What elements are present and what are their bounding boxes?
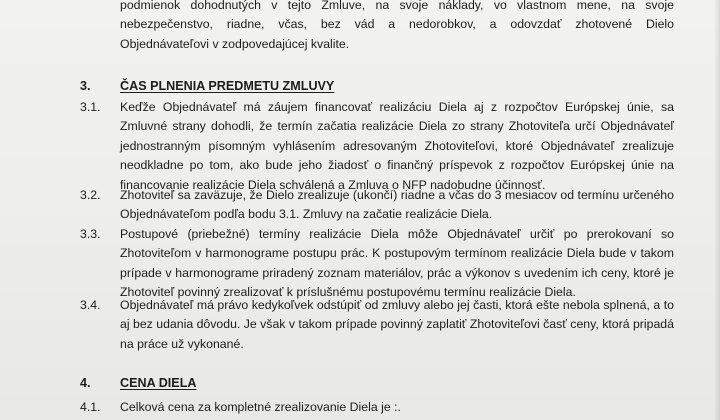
clause-3-4	[80, 296, 674, 354]
section-number: 4.	[80, 376, 91, 390]
clause-3-2	[80, 186, 674, 225]
clause-3-3	[80, 225, 674, 303]
clause-text: Objednávateľ má právo kedykoľvek odstúpiť od zmluvy alebo jej časti, ktorá ešte nebola splnená, a to aj bez udania dôvodu. Je však v takom prípade povinný zaplatiť Zhotoviteľovi časť ceny, ktorá pripadá na práce už vykonané.	[120, 298, 674, 351]
section-title: CENA DIELA	[120, 376, 197, 390]
clause-number: 4.1.	[80, 400, 101, 414]
clause-4-1	[80, 398, 674, 417]
clause-text: Zhotoviteľ sa zaväzuje, že Dielo zrealizuje (ukončí) riadne a včas do 3 mesiacov od termínu určeného Objednávateľom podľa bodu 3.1. Zmluvy na začatie realizácie Diela.	[120, 188, 674, 222]
clause-number: 3.2.	[80, 188, 101, 202]
clause-text: Postupové (priebežné) termíny realizácie Diela môže Objednávateľ určiť po prerokovaní so Zhotoviteľom v harmonograme postupu prác. K postupovým termínom realizácie Diela bude v takom prípade v harmonograme priradený zoznam materiálov, prác a výkonov s uvedením ich ceny, ktoré je Zhotoviteľ povinný zrealizovať k príslušnému postupovému termínu realizácie Diela.	[120, 227, 674, 300]
clause-3-1	[80, 98, 674, 195]
continuation-line: Objednávateľovi v zodpovedajúcej kvalite.	[120, 36, 350, 51]
clause-number: 3.4.	[80, 298, 101, 312]
continuation-paragraph	[120, 0, 674, 54]
section-number: 3.	[80, 79, 91, 93]
continuation-line: podmienok dohodnutých v tejto Zmluve, na svoje náklady, vo vlastnom mene, na svoje	[120, 0, 674, 12]
scan-shadow-edge	[714, 0, 720, 420]
continuation-line: nebezpečenstvo, riadne, včas, bez vád a nedorobkov, a odovzdať zhotovené Dielo	[120, 17, 674, 32]
clause-text: Keďže Objednávateľ má záujem financovať realizáciu Diela aj z rozpočtov Európskej únie, sa Zmluvné strany dohodli, že termín začatia realizácie Diela zo strany Zhotoviteľa určí Objednávateľ jednostranným písomným vyhlásením adresovaným Zhotoviteľovi, ktoré Objednávateľ zrealizuje neodkladne po tom, ako bude jeho žiadosť o finančný príspevok z rozpočtov Európskej únie na financovanie realizácie Diela schválená a Zmluva o NFP nadobudne účinnosť.	[120, 100, 674, 192]
section-title: ČAS PLNENIA PREDMETU ZMLUVY	[120, 79, 335, 93]
clause-text: Celková cena za kompletné zrealizovanie Diela je :.	[120, 400, 401, 414]
clause-number: 3.3.	[80, 227, 101, 241]
clause-number: 3.1.	[80, 100, 101, 114]
